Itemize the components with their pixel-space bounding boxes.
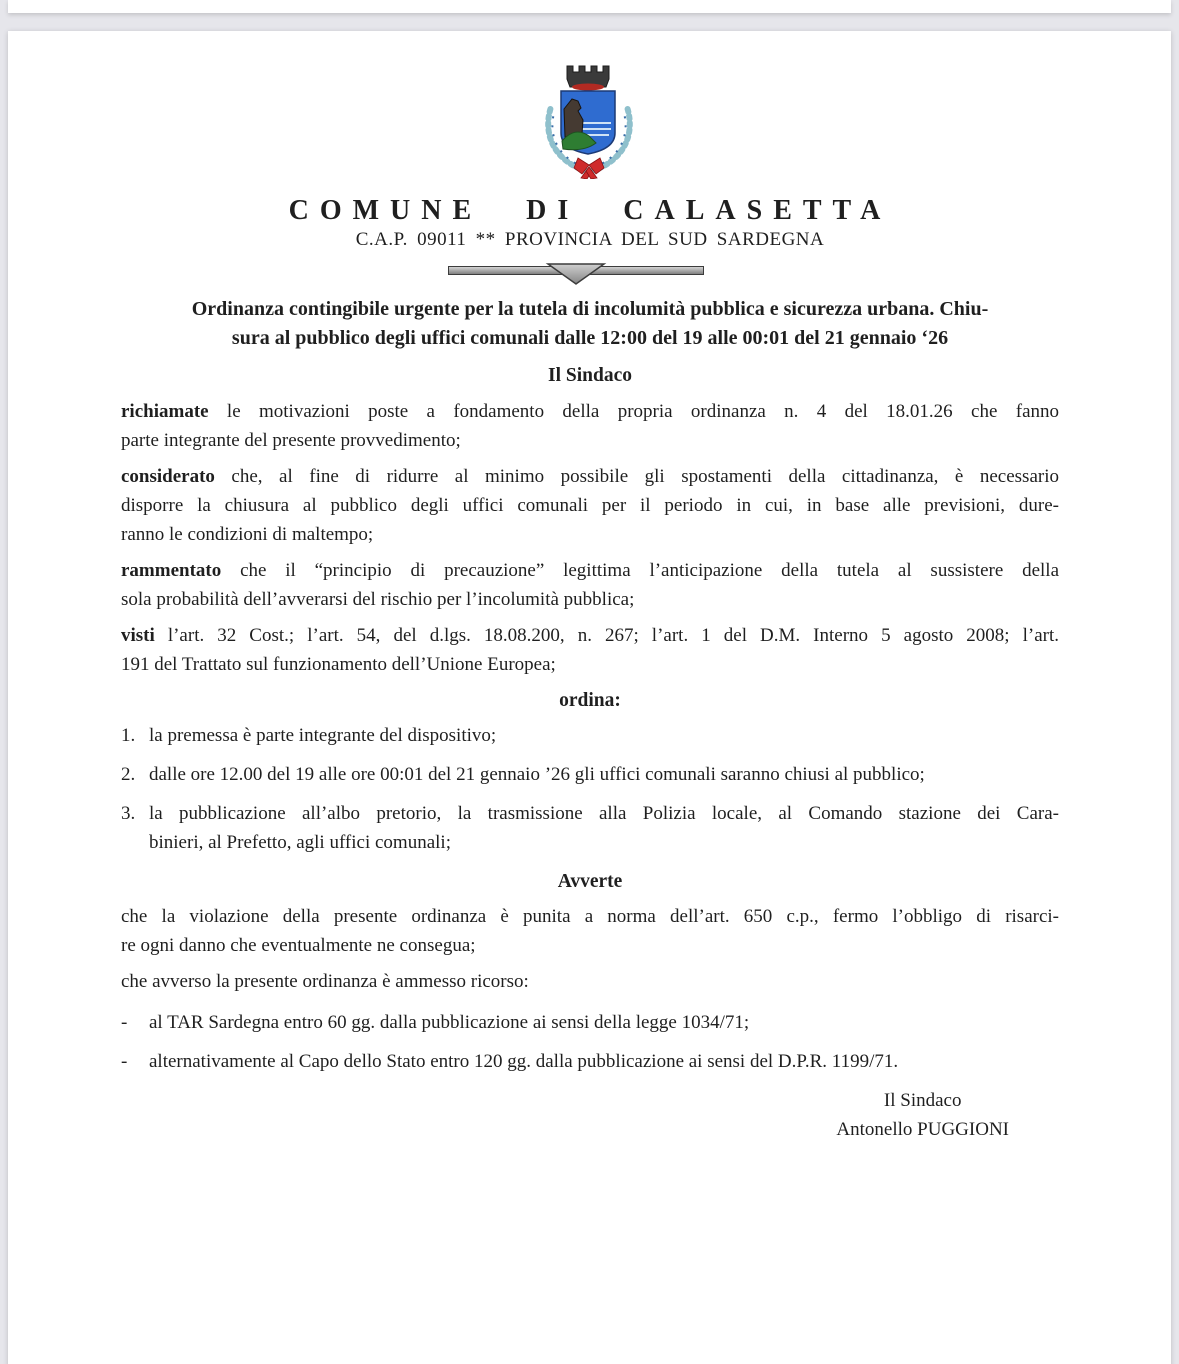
paragraph-text: le motivazioni poste a fondamento della propria ordinanza n. 4 del 18.01.26 che fanno xyxy=(208,401,1059,422)
text-line: disporre la chiusura al pubblico degli uffici comunali per il periodo in cui, in base alle previsioni, dure- xyxy=(121,495,1059,516)
text-line: binieri, al Prefetto, agli uffici comunali; xyxy=(149,832,451,853)
subject-heading: Il Sindaco xyxy=(548,365,632,386)
item-number: 1. xyxy=(121,725,136,746)
header-crest-area xyxy=(121,51,1059,184)
item-text xyxy=(149,760,1059,789)
paragraph-lead: considerato xyxy=(121,466,215,487)
document-title xyxy=(121,295,1059,353)
signature-inner xyxy=(836,1086,1009,1144)
avverte-section xyxy=(121,902,1059,1076)
appeal-item xyxy=(121,1047,1059,1076)
appeal-list xyxy=(121,1008,1059,1076)
appeal-item xyxy=(121,1008,1059,1037)
cap-provincia-line: C.A.P. 09011 ** PROVINCIA DEL SUD SARDEGNA xyxy=(355,229,825,250)
item-number: 3. xyxy=(121,803,136,824)
text-line: 191 del Trattato sul funzionamento dell’Unione Europea; xyxy=(121,654,556,675)
municipality-name: COMUNE DI CALASETTA xyxy=(288,195,892,226)
item-text xyxy=(149,799,1059,857)
header-divider xyxy=(121,257,1059,285)
document-title-line: Ordinanza contingibile urgente per la tutela di incolumità pubblica e sicurezza urbana. Chiu- xyxy=(191,298,989,320)
paragraph-text: l’art. 32 Cost.; l’art. 54, del d.lgs. 18.08.200, n. 267; l’art. 1 del D.M. Interno 5 agosto 2008; l’art. xyxy=(154,625,1059,646)
text-line xyxy=(121,621,1059,650)
paragraph-text: che il “principio di precauzione” legittima l’anticipazione della tutela al sussistere della xyxy=(221,560,1059,581)
text-line: alternativamente al Capo dello Stato entro 120 gg. dalla pubblicazione ai sensi del D.P.R. 1199/71. xyxy=(149,1051,899,1072)
text-line: al TAR Sardegna entro 60 gg. dalla pubblicazione ai sensi della legge 1034/71; xyxy=(149,1012,750,1033)
text-line: la pubblicazione all’albo pretorio, la trasmissione alla Polizia locale, al Comando stazione dei Cara- xyxy=(149,803,1059,824)
paragraph-text: che, al fine di ridurre al minimo possibile gli spostamenti della cittadinanza, è necessario xyxy=(214,466,1059,487)
dash-marker: - xyxy=(121,1012,128,1033)
paragraph-avverso xyxy=(121,967,1059,996)
divider-ornament-icon xyxy=(448,257,704,285)
text-line: parte integrante del presente provvedimento; xyxy=(121,430,461,451)
ordina-item xyxy=(121,760,1059,789)
text-line xyxy=(121,556,1059,585)
paragraph-considerato xyxy=(121,462,1059,549)
paragraph-continuation xyxy=(121,491,1059,549)
previous-page-edge xyxy=(8,0,1171,13)
dash-marker: - xyxy=(121,1051,128,1072)
paragraph-lead: visti xyxy=(121,625,155,646)
paragraph-violazione xyxy=(121,902,1059,960)
document-page xyxy=(8,31,1171,1364)
text-line: sola probabilità dell’avverarsi del rischio per l’incolumità pubblica; xyxy=(121,589,635,610)
signature-role: Il Sindaco xyxy=(883,1090,962,1111)
signature-block xyxy=(121,1086,1059,1144)
page-content xyxy=(8,31,1171,1144)
paragraph-richiamate xyxy=(121,397,1059,455)
text-line xyxy=(121,397,1059,426)
paragraph-visti xyxy=(121,621,1059,679)
text-line: dalle ore 12.00 del 19 alle ore 00:01 del 21 gennaio ’26 gli uffici comunali saranno chiusi al pubblico; xyxy=(149,764,925,785)
ordina-item xyxy=(121,721,1059,750)
ordina-heading: ordina: xyxy=(559,690,621,711)
text-line xyxy=(121,462,1059,491)
paragraph-lead: richiamate xyxy=(121,401,209,422)
item-text xyxy=(149,721,1059,750)
document-title-line: sura al pubblico degli uffici comunali dalle 12:00 del 19 alle 00:01 del 21 gennaio ‘26 xyxy=(231,327,949,349)
signature-name: Antonello PUGGIONI xyxy=(836,1119,1009,1140)
paragraph-continuation xyxy=(121,650,1059,679)
ordina-list xyxy=(121,721,1059,857)
text-line: ranno le condizioni di maltempo; xyxy=(121,524,374,545)
item-text xyxy=(149,1047,1059,1076)
item-text xyxy=(149,1008,1059,1037)
text-line: che la violazione della presente ordinanza è punita a norma dell’art. 650 c.p., fermo l’obbligo di risarci- xyxy=(121,906,1059,927)
text-line: la premessa è parte integrante del dispositivo; xyxy=(149,725,497,746)
avverte-heading: Avverte xyxy=(557,871,623,892)
text-line: re ogni danno che eventualmente ne consegua; xyxy=(121,935,476,956)
preamble-section xyxy=(121,397,1059,679)
ordina-item xyxy=(121,799,1059,857)
item-number: 2. xyxy=(121,764,136,785)
paragraph-lead: rammentato xyxy=(121,560,222,581)
paragraph-continuation xyxy=(121,585,1059,614)
text-line: che avverso la presente ordinanza è ammesso ricorso: xyxy=(121,971,529,992)
municipal-coat-of-arms-icon xyxy=(525,51,655,179)
paragraph-continuation xyxy=(121,426,1059,455)
paragraph-rammentato xyxy=(121,556,1059,614)
